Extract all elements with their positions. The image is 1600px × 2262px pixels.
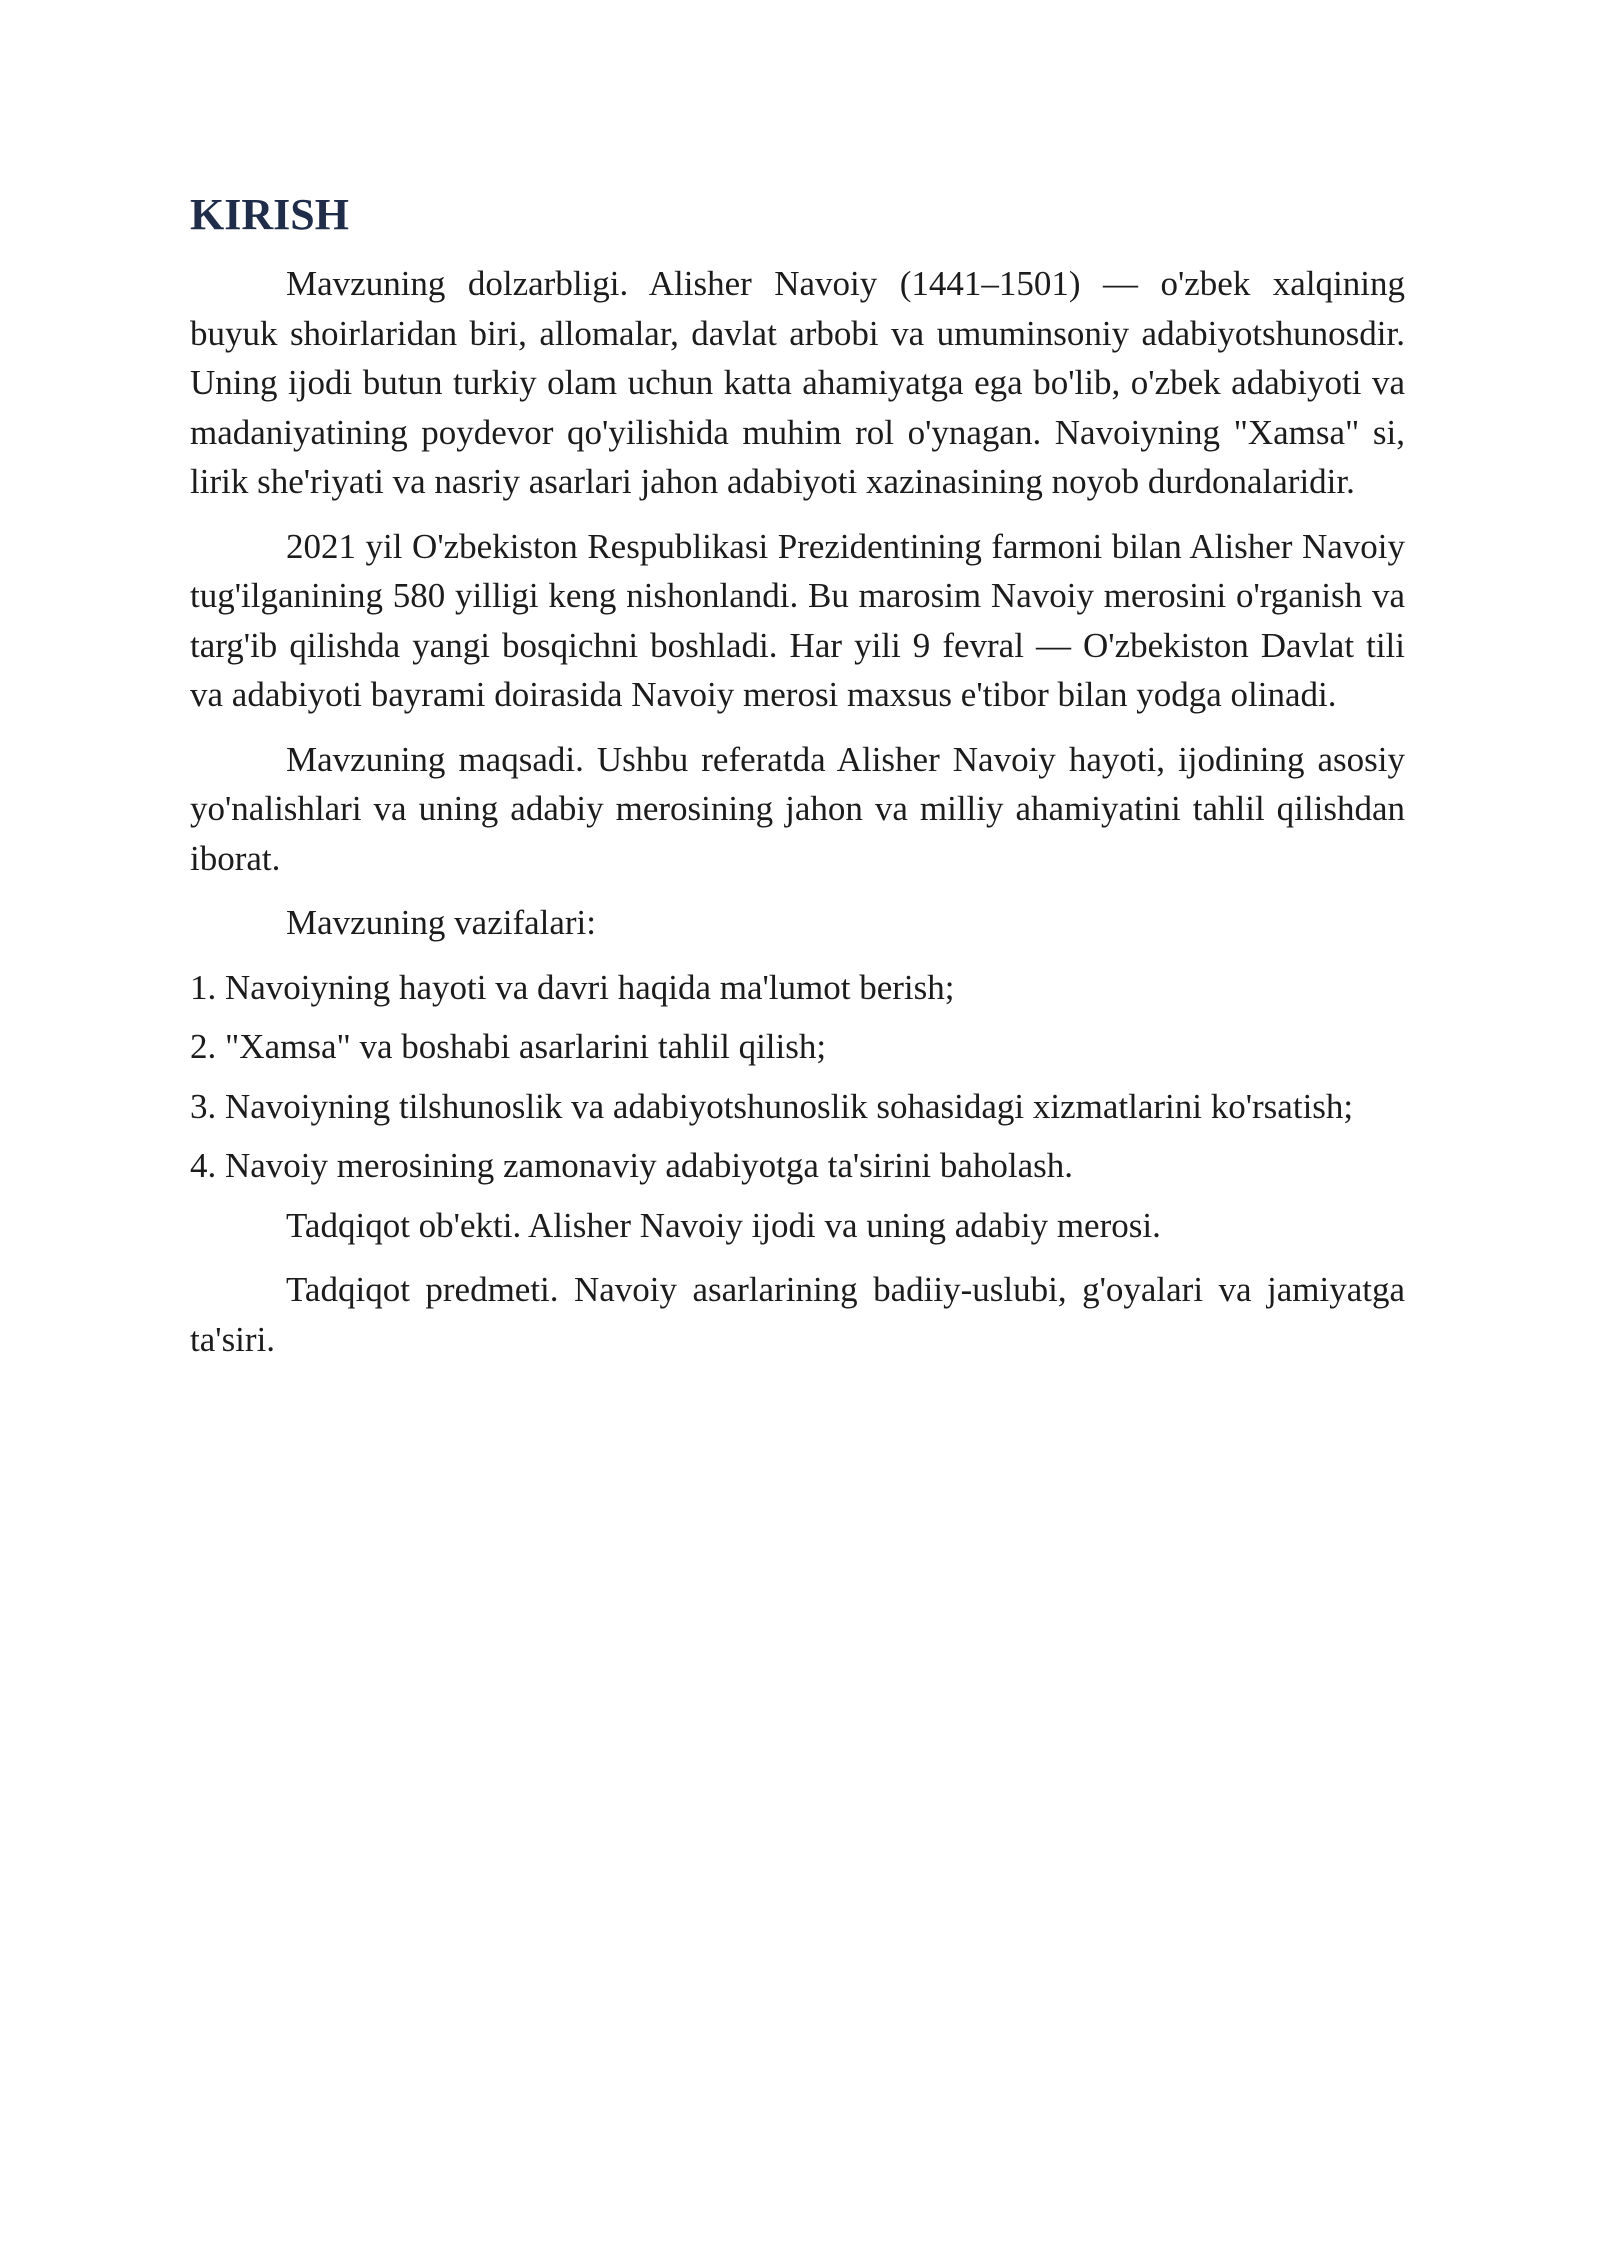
list-item-number: 4.: [190, 1146, 217, 1185]
page-content: [190, 185, 1405, 1379]
list-item-number: 3.: [190, 1086, 217, 1126]
section-heading: KIRISH: [190, 190, 349, 239]
list-item: [190, 1022, 1405, 1072]
paragraph-anniversary: 2021 yil O'zbekiston Respublikasi Prezidentining farmoni bilan Alisher Navoiy tug'ilganining 580 yilligi keng nishonlandi. Bu marosim Navoiy merosini o'rganish va targ'ib qilishda yangi bosqichni boshladi. Har yili 9 fevral — O'zbekiston Davlat tili va adabiyoti bayrami doirasida Navoiy merosi maxsus e'tibor bilan yodga olinadi.: [190, 526, 1405, 714]
paragraph-goal: Mavzuning maqsadi. Ushbu referatda Alisher Navoiy hayoti, ijodining asosiy yo'nalishlari va uning adabiy merosining jahon va milliy ahamiyatini tahlil qilishdan iborat.: [190, 739, 1405, 878]
list-item-text: "Xamsa" va boshabi asarlarini tahlil qilish;: [225, 1027, 827, 1066]
list-item-text: Navoiyning tilshunoslik va adabiyotshunoslik sohasidagi xizmatlarini ko'rsatish;: [225, 1086, 1354, 1126]
paragraph-research-object: Tadqiqot ob'ekti. Alisher Navoiy ijodi va uning adabiy merosi.: [286, 1205, 1161, 1245]
paragraph-tasks-heading: Mavzuning vazifalari:: [286, 903, 597, 942]
list-item-number: 1.: [190, 967, 217, 1007]
paragraph-relevance: Mavzuning dolzarbligi. Alisher Navoiy (1441–1501) — o'zbek xalqining buyuk shoirlaridan biri, allomalar, davlat arbobi va umuminsoniy adabiyotshunosdir. Uning ijodi butun turkiy olam uchun katta ahamiyatga ega bo'lib, o'zbek adabiyoti va madaniyatining poydevor qo'yilishida muhim rol o'ynagan. Navoiyning "Xamsa" si, lirik she'riyati va nasriy asarlari jahon adabiyoti xazinasining noyob durdonalaridir.: [190, 264, 1405, 501]
list-item: [190, 963, 1405, 1013]
list-item: [190, 1141, 1405, 1191]
paragraph-research-subject: Tadqiqot predmeti. Navoiy asarlarining badiiy-uslubi, g'oyalari va jamiyatga ta'siri.: [190, 1270, 1405, 1359]
tasks-list: [190, 963, 1405, 1191]
list-item-number: 2.: [190, 1027, 217, 1066]
list-item: [190, 1082, 1405, 1132]
list-item-text: Navoiyning hayoti va davri haqida ma'lumot berish;: [225, 967, 955, 1007]
list-item-text: Navoiy merosining zamonaviy adabiyotga ta'sirini baholash.: [225, 1146, 1074, 1185]
